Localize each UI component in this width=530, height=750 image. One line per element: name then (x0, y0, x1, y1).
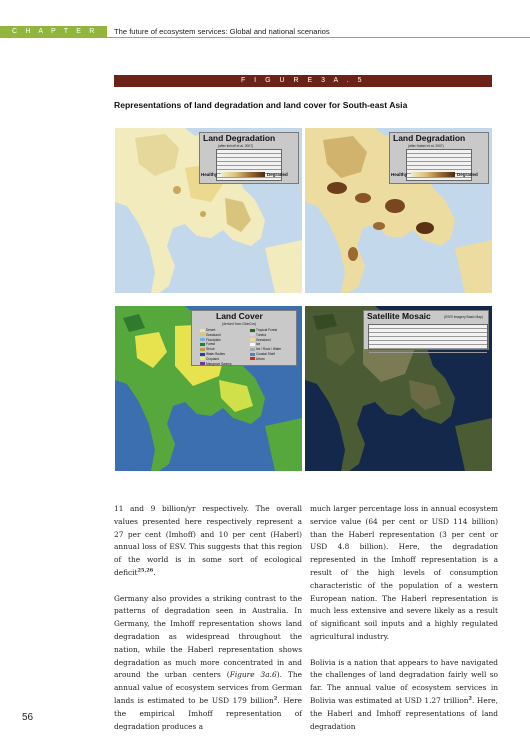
map-land-degradation-imhoff (115, 128, 302, 293)
legend-subtitle-satellite: (ESRI Imagery Basic Map) (444, 315, 484, 319)
land-cover-legend-item (200, 333, 221, 337)
legend-swatch (200, 333, 205, 336)
land-cover-legend-item (250, 342, 260, 346)
figure-label: F I G U R E 3 A . 5 (114, 75, 492, 87)
map-land-cover (115, 306, 302, 471)
legend-item-label: Tundra (256, 332, 266, 337)
footnote-ref: 25,26 (137, 567, 154, 574)
legend-swatch (250, 338, 255, 341)
figure-reference: Figure 3a.6 (229, 670, 277, 680)
legend-title-imhoff: Land Degradation (203, 133, 276, 143)
legend-item-label: Cropland (206, 356, 219, 361)
footnote-ref: 2 (273, 695, 278, 702)
legend-item-label: Coastal Shelf (256, 352, 275, 356)
legend-item-label: Mangrove Swamp (206, 361, 232, 366)
legend-swatch (200, 329, 205, 332)
body-column-right (310, 503, 498, 733)
chapter-header (0, 26, 530, 47)
figure-caption: Representations of land degradation and land cover for South-east Asia (114, 100, 408, 110)
legend-subtitle-land-cover: (derived from GlobCov) (222, 322, 257, 326)
map-land-degradation-haberl (305, 128, 492, 293)
legend-swatch (200, 343, 205, 346)
footnote-ref: 2 (468, 695, 473, 702)
body-column-left (114, 503, 302, 733)
land-cover-legend-item (200, 352, 225, 356)
paragraph-3: much larger percentage loss in annual ecosystem service value (64 per cent or USD 114 billion) than the Haberl representation (3 per cent or USD 4.8 billion). Here, the degradation represented in the Imhoff representation is a result of the high levels of consumption characteristic of the population of a western European nation. The Haberl representation is much less extensive and severe likely as a result of significant soil inputs and a highly regulated agricultural industry. (310, 504, 498, 641)
land-cover-legend-item (200, 328, 215, 332)
scale-low-label-haberl: Healthy (391, 172, 408, 177)
legend-swatch (200, 357, 205, 360)
legend-title-haberl: Land Degradation (393, 133, 466, 143)
map-satellite-mosaic (305, 306, 492, 471)
legend-subtitle-haberl: (after Haberl et al. 2007) (408, 144, 444, 148)
legend-item-label: Floodplain (206, 337, 221, 342)
paragraph-2: Germany also provides a striking contrast to the patterns of degradation seen in Australia. In Germany, the Imhoff representation shows land degradation as widespread throughout the nation, while the Haberl representation shows degradation as much more concentrated in and around the urban centers (Figure 3a.6). The annual value of ecosystem services from German lands is estimated to be USD 179 billion$^2$. Here the empirical Imhoff representation of degradation produces a (114, 593, 302, 731)
land-cover-legend-item (200, 347, 215, 351)
land-cover-legend-item (250, 352, 275, 356)
legend-title-land-cover: Land Cover (216, 311, 263, 321)
legend-land-cover (191, 310, 297, 366)
page-number: 56 (22, 712, 34, 723)
legend-item-label: Water Bodies (206, 352, 226, 356)
degradation-scale-imhoff (221, 172, 265, 177)
summary-table-satellite (368, 324, 488, 350)
scale-high-label-haberl: Degraded (457, 172, 478, 177)
land-cover-legend-item (250, 338, 271, 342)
land-cover-legend-item (200, 342, 215, 346)
legend-swatch (250, 353, 255, 356)
land-cover-legend-item (250, 357, 265, 361)
legend-subtitle-imhoff: (after Imhoff et al. 2007) (218, 144, 254, 148)
legend-item-label: Desert (206, 328, 216, 332)
land-cover-legend-item (250, 328, 277, 332)
legend-swatch (200, 362, 205, 365)
legend-title-satellite: Satellite Mosaic (367, 311, 431, 321)
legend-satellite (363, 310, 489, 350)
header-rule (107, 37, 530, 38)
legend-item-label: Shrub (206, 347, 215, 352)
legend-swatch (200, 338, 205, 341)
land-cover-legend-item (200, 357, 219, 361)
scale-low-label-imhoff: Healthy (201, 172, 218, 177)
legend-swatch (200, 353, 205, 356)
land-cover-legend-item (250, 347, 281, 351)
legend-swatch (200, 348, 205, 351)
legend-swatch (250, 357, 255, 360)
land-cover-legend-item (250, 333, 266, 337)
chapter-label: C H A P T E R 0 3 (0, 26, 107, 38)
legend-swatch (250, 348, 255, 351)
legend-swatch (250, 329, 255, 332)
legend-item-label: Ice (256, 342, 261, 347)
chapter-title: The future of ecosystem services: Global and national scenarios (114, 27, 330, 36)
degradation-scale-haberl (411, 172, 455, 177)
land-cover-legend-item (200, 362, 232, 366)
land-cover-legend-item (200, 338, 221, 342)
paragraph-1: 11 and 9 billion/yr respectively. The overall values presented here respectively represent a 27 per cent (Imhoff) and 10 per cent (Haberl) annual loss of ESV. This suggests that this region of the world is in some sort of ecological deficit$^{25,26}$. (114, 504, 302, 577)
paragraph-4: Bolivia is a nation that appears to have navigated the challenges of land degradation fairly well so far. The annual value of ecosystem services in Bolivia was estimated at USD 1.27 trillion$^2$. Here, the Haberl and Imhoff representations of land degradation (310, 657, 498, 731)
legend-item-label: Urban (256, 356, 265, 361)
legend-item-label: Grassland (206, 332, 221, 337)
legend-swatch (250, 333, 255, 336)
legend-item-label: Ice / Rock / Water (256, 347, 282, 352)
legend-item-label: Forest (206, 342, 216, 347)
legend-item-label: Grassland (256, 337, 271, 342)
legend-item-label: Tropical Forest (256, 328, 278, 332)
scale-high-label-imhoff: Degraded (267, 172, 288, 177)
legend-swatch (250, 343, 255, 346)
